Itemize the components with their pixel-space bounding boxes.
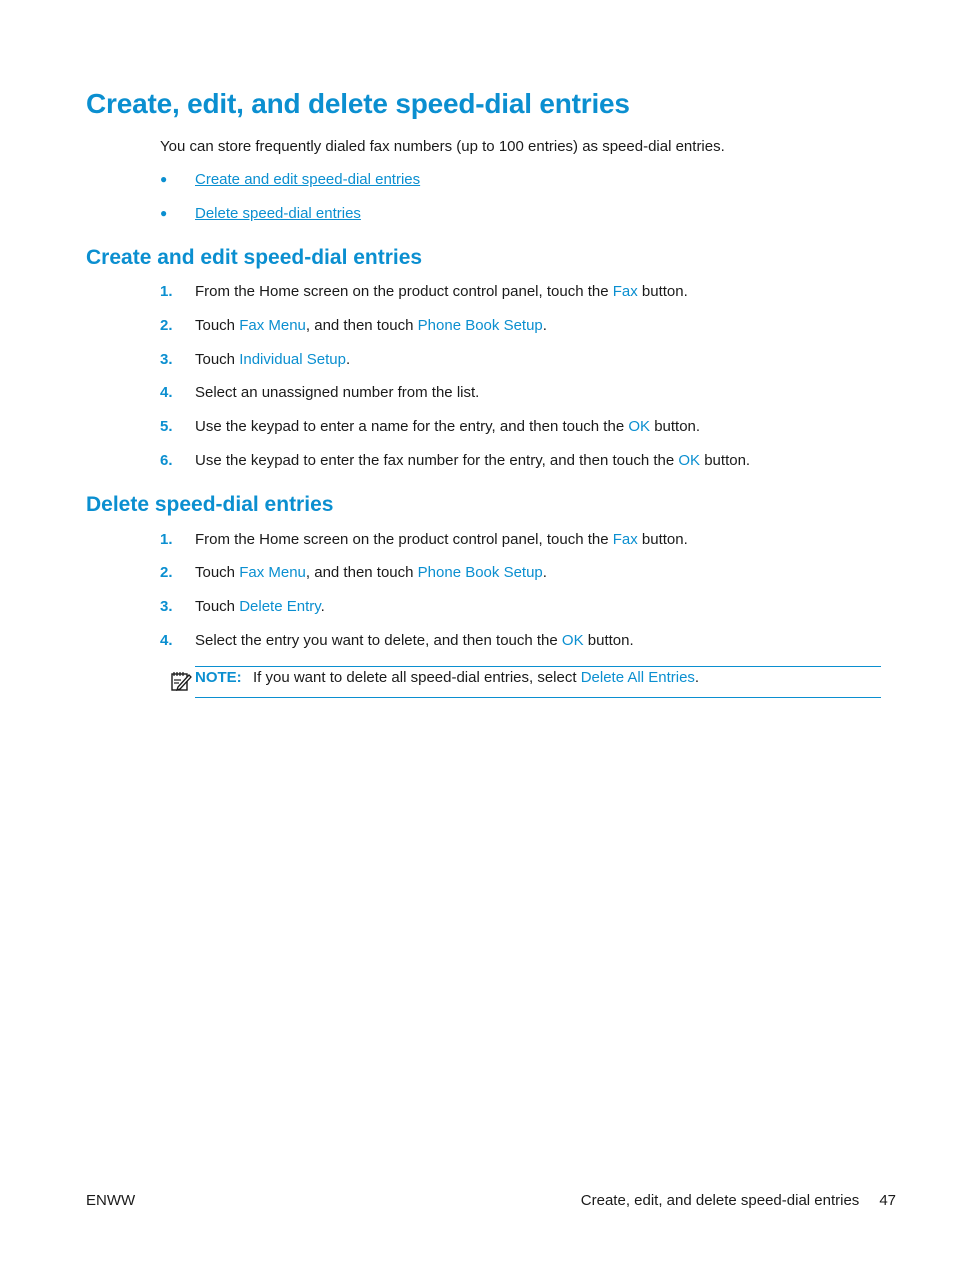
footer-section-title: Create, edit, and delete speed-dial entries [580, 1192, 860, 1209]
step-item: 2. Touch Fax Menu, and then touch Phone Book Setup. [160, 564, 547, 581]
ui-term: Delete All Entries [580, 669, 695, 686]
intro-paragraph: You can store frequently dialed fax numbers (up to 100 entries) as speed-dial entries. [160, 138, 725, 155]
bullet-dot: ● [160, 172, 168, 186]
section-heading-create-edit: Create and edit speed-dial entries [86, 246, 423, 269]
ui-term: Fax Menu [239, 317, 306, 334]
note-label: NOTE: [195, 669, 242, 686]
footer-left: ENWW [86, 1192, 136, 1209]
toc-item [160, 171, 420, 188]
ui-term: Fax [612, 531, 638, 548]
toc-link-create-edit[interactable]: Create and edit speed-dial entries [195, 171, 421, 188]
note-text: If you want to delete all speed-dial entries, select Delete All Entries. [253, 669, 700, 686]
footer-right [581, 1192, 896, 1209]
ui-term: Individual Setup [239, 351, 346, 368]
note-pencil-icon [170, 670, 192, 692]
page-title: Create, edit, and delete speed-dial entries [86, 88, 630, 119]
ui-term: OK [561, 632, 584, 649]
step-item: 2. Touch Fax Menu, and then touch Phone Book Setup. [160, 317, 547, 334]
ui-term: Phone Book Setup [417, 317, 543, 334]
step-item: 4. Select an unassigned number from the list. [160, 384, 480, 401]
step-item: 5. Use the keypad to enter a name for the entry, and then touch the OK button. [160, 418, 701, 435]
ui-term: Delete Entry [239, 598, 321, 615]
page-number: 47 [879, 1192, 896, 1209]
bullet-dot: ● [160, 206, 168, 220]
note-box [195, 666, 881, 698]
toc-link-delete[interactable]: Delete speed-dial entries [195, 205, 361, 222]
ui-term: OK [628, 418, 651, 435]
ui-term: OK [678, 452, 701, 469]
step-item: 3. Touch Delete Entry. [160, 598, 325, 615]
toc-item [160, 205, 361, 222]
step-item: 4. Select the entry you want to delete, and then touch the OK button. [160, 632, 634, 649]
step-item: 1. From the Home screen on the product control panel, touch the Fax button. [160, 283, 688, 300]
step-item: 3. Touch Individual Setup. [160, 351, 351, 368]
section-heading-delete: Delete speed-dial entries [86, 493, 334, 516]
step-item: 1. From the Home screen on the product control panel, touch the Fax button. [160, 531, 688, 548]
ui-term: Fax [612, 283, 638, 300]
ui-term: Fax Menu [239, 564, 306, 581]
step-item: 6. Use the keypad to enter the fax number for the entry, and then touch the OK button. [160, 452, 751, 469]
ui-term: Phone Book Setup [417, 564, 543, 581]
